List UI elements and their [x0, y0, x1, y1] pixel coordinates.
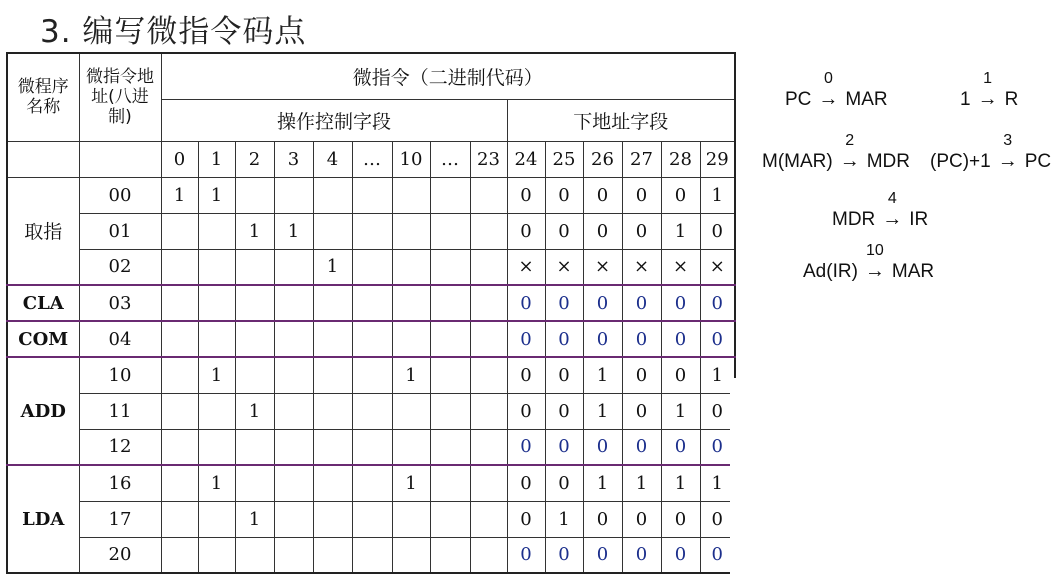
op-bit	[392, 213, 430, 249]
op-bit	[470, 393, 507, 429]
op-bit	[161, 429, 198, 465]
table-row	[7, 501, 735, 537]
op-bit	[198, 501, 235, 537]
op-bit	[274, 285, 313, 321]
op-bit	[470, 357, 507, 393]
op-bit	[352, 465, 392, 501]
next-address-bit: 0	[583, 321, 622, 357]
table-row	[7, 465, 735, 501]
op-bit	[430, 465, 470, 501]
next-address-bit: 0	[583, 429, 622, 465]
next-address-bit: 0	[700, 429, 735, 465]
op-col-1: 1	[198, 141, 235, 177]
next-address-bit: 0	[700, 321, 735, 357]
op-bit: 1	[313, 249, 352, 285]
op-bit	[392, 501, 430, 537]
next-address-bit: 0	[700, 537, 735, 573]
right-bottom-blank	[730, 378, 1054, 587]
op-bit	[470, 537, 507, 573]
program-name: ADD	[7, 357, 79, 465]
next-address-bit: 0	[507, 465, 545, 501]
op-bit	[313, 537, 352, 573]
op-source: Ad(IR)	[803, 261, 858, 282]
op-bit	[430, 429, 470, 465]
control-signal-number: 2	[845, 132, 855, 149]
next-col-1: 25	[545, 141, 583, 177]
next-address-bit: 0	[507, 537, 545, 573]
next-address-bit: 0	[545, 357, 583, 393]
next-address-bit: 1	[583, 393, 622, 429]
op-bit	[313, 213, 352, 249]
next-address-bit: 0	[583, 177, 622, 213]
op-bit	[352, 285, 392, 321]
next-address-bit: 0	[583, 285, 622, 321]
next-address-bit: 1	[700, 465, 735, 501]
op-bit	[352, 393, 392, 429]
micro-address: 01	[79, 213, 161, 249]
control-signal-number: 1	[983, 70, 993, 87]
control-signal-number: 3	[1003, 132, 1013, 149]
op-bit	[392, 177, 430, 213]
next-col-0: 24	[507, 141, 545, 177]
op-target: PC	[1024, 151, 1052, 172]
op-target: R	[1004, 89, 1019, 110]
op-bit	[470, 213, 507, 249]
next-address-bit: ×	[545, 249, 583, 285]
op-bit	[274, 537, 313, 573]
op-bit	[352, 321, 392, 357]
control-signal-number: 10	[866, 242, 884, 259]
table-row	[7, 177, 735, 213]
micro-address: 20	[79, 537, 161, 573]
op-bit	[161, 249, 198, 285]
next-address-bit: 0	[545, 429, 583, 465]
next-address-bit: 0	[545, 285, 583, 321]
op-bit	[161, 285, 198, 321]
op-bit	[352, 429, 392, 465]
op-bit: 1	[235, 393, 274, 429]
program-name: COM	[7, 321, 79, 357]
op-bit	[352, 213, 392, 249]
right-arrow-icon: 0 →	[811, 88, 845, 111]
op-col-8: 23	[470, 141, 507, 177]
op-bit: 1	[235, 213, 274, 249]
next-address-bit: 0	[661, 501, 700, 537]
control-signal-number: 4	[887, 190, 897, 207]
op-bit	[352, 249, 392, 285]
op-bit	[274, 465, 313, 501]
op-col-5: …	[352, 141, 392, 177]
next-address-bit: ×	[622, 249, 661, 285]
op-bit	[313, 357, 352, 393]
next-address-bit: 0	[661, 537, 700, 573]
next-address-bit: ×	[661, 249, 700, 285]
micro-address: 00	[79, 177, 161, 213]
micro-address: 10	[79, 357, 161, 393]
op-bit	[198, 285, 235, 321]
micro-operation	[960, 70, 1019, 111]
right-arrow-icon: 1 →	[971, 88, 1005, 111]
program-name: 取指	[7, 177, 79, 285]
table-row	[7, 357, 735, 393]
next-address-bit: ×	[700, 249, 735, 285]
program-name: CLA	[7, 285, 79, 321]
op-bit: 1	[198, 465, 235, 501]
op-bit	[430, 285, 470, 321]
address-blank	[79, 141, 161, 177]
micro-address: 17	[79, 501, 161, 537]
op-bit	[392, 537, 430, 573]
next-address-bit: 0	[583, 213, 622, 249]
op-col-6: 10	[392, 141, 430, 177]
op-source: M(MAR)	[762, 151, 833, 172]
op-bit: 1	[198, 177, 235, 213]
next-address-bit: 0	[545, 393, 583, 429]
microinstruction-table	[6, 52, 736, 574]
op-source: (PC)+1	[930, 151, 991, 172]
op-source: 1	[960, 89, 971, 110]
next-address-bit: 1	[545, 501, 583, 537]
next-address-bit: 0	[507, 213, 545, 249]
op-bit	[235, 357, 274, 393]
next-address-bit: 0	[622, 321, 661, 357]
op-bit	[274, 177, 313, 213]
op-bit	[198, 429, 235, 465]
next-address-bit: 0	[545, 213, 583, 249]
next-address-bit: 0	[622, 429, 661, 465]
control-signal-number: 0	[823, 70, 833, 87]
op-bit	[161, 321, 198, 357]
table-row	[7, 429, 735, 465]
address-header: 微指令地址(八进制)	[79, 53, 161, 141]
microinstruction-header: 微指令（二进制代码）	[161, 53, 735, 99]
op-bit	[313, 321, 352, 357]
op-bit	[161, 537, 198, 573]
next-address-bit: 0	[622, 501, 661, 537]
op-bit	[392, 321, 430, 357]
next-address-bit: 0	[545, 465, 583, 501]
micro-address: 02	[79, 249, 161, 285]
next-address-bit: 0	[545, 177, 583, 213]
micro-address: 11	[79, 393, 161, 429]
table-row	[7, 537, 735, 573]
next-address-bit: 1	[661, 393, 700, 429]
right-arrow-icon: 2 →	[833, 150, 867, 173]
op-col-7: …	[430, 141, 470, 177]
table-row	[7, 321, 735, 357]
op-source: PC	[785, 89, 812, 110]
op-bit	[161, 465, 198, 501]
op-bit	[470, 501, 507, 537]
op-target: IR	[909, 209, 929, 230]
next-address-bit: 0	[622, 393, 661, 429]
op-source: MDR	[832, 209, 876, 230]
next-address-bit: 0	[507, 357, 545, 393]
op-bit	[274, 429, 313, 465]
op-bit	[392, 429, 430, 465]
micro-operation	[930, 132, 1052, 173]
next-address-bit: 0	[622, 213, 661, 249]
op-bit	[198, 537, 235, 573]
op-col-4: 4	[313, 141, 352, 177]
op-bit	[235, 465, 274, 501]
op-bit	[198, 249, 235, 285]
next-address-bit: 0	[700, 393, 735, 429]
op-target: MAR	[891, 261, 935, 282]
next-address-bit: 1	[661, 213, 700, 249]
op-bit	[430, 177, 470, 213]
next-address-bit: ×	[583, 249, 622, 285]
next-col-2: 26	[583, 141, 622, 177]
next-address-bit: 1	[583, 357, 622, 393]
op-bit	[352, 501, 392, 537]
op-bit	[470, 465, 507, 501]
next-address-bit: 0	[700, 501, 735, 537]
op-bit	[430, 357, 470, 393]
op-bit	[274, 393, 313, 429]
micro-address: 12	[79, 429, 161, 465]
program-name-header: 微程序名称	[7, 53, 79, 141]
micro-address: 16	[79, 465, 161, 501]
next-col-5: 29	[700, 141, 735, 177]
table-row	[7, 285, 735, 321]
next-address-bit: 0	[622, 285, 661, 321]
next-address-bit: 0	[661, 285, 700, 321]
next-address-bit: 0	[507, 501, 545, 537]
op-bit	[313, 177, 352, 213]
op-bit	[198, 213, 235, 249]
op-bit	[274, 321, 313, 357]
op-bit	[430, 501, 470, 537]
table-row	[7, 249, 735, 285]
op-bit	[235, 429, 274, 465]
micro-operation	[832, 190, 929, 231]
op-bit	[235, 249, 274, 285]
op-col-0: 0	[161, 141, 198, 177]
micro-operation	[803, 242, 935, 283]
next-address-bit: 0	[661, 321, 700, 357]
next-address-bit: 0	[700, 213, 735, 249]
next-address-bit: 0	[507, 393, 545, 429]
op-bit	[274, 501, 313, 537]
op-bit	[470, 321, 507, 357]
op-bit	[313, 285, 352, 321]
op-col-2: 2	[235, 141, 274, 177]
op-bit	[352, 177, 392, 213]
op-bit	[430, 393, 470, 429]
op-bit	[392, 285, 430, 321]
op-bit	[430, 321, 470, 357]
op-bit: 1	[198, 357, 235, 393]
next-address-bit: 1	[622, 465, 661, 501]
micro-operation	[785, 70, 888, 111]
op-target: MAR	[845, 89, 888, 110]
next-address-bit: 0	[622, 357, 661, 393]
op-bit	[161, 393, 198, 429]
op-target: MDR	[866, 151, 910, 172]
op-bit	[392, 249, 430, 285]
op-bit	[198, 393, 235, 429]
next-address-bit: 1	[700, 177, 735, 213]
table-row	[7, 393, 735, 429]
next-address-bit: 0	[545, 321, 583, 357]
program-name-blank	[7, 141, 79, 177]
next-field-header: 下地址字段	[507, 99, 735, 141]
op-field-header: 操作控制字段	[161, 99, 507, 141]
op-bit	[430, 537, 470, 573]
op-bit	[313, 393, 352, 429]
next-address-bit: 0	[622, 537, 661, 573]
op-bit	[313, 501, 352, 537]
next-address-bit: 0	[583, 537, 622, 573]
op-bit	[313, 429, 352, 465]
next-address-bit: ×	[507, 249, 545, 285]
op-bit	[198, 321, 235, 357]
op-bit	[274, 249, 313, 285]
op-bit	[352, 357, 392, 393]
op-bit: 1	[235, 501, 274, 537]
micro-address: 04	[79, 321, 161, 357]
next-address-bit: 0	[507, 177, 545, 213]
next-col-4: 28	[661, 141, 700, 177]
table-row	[7, 213, 735, 249]
next-address-bit: 0	[545, 537, 583, 573]
op-bit	[430, 213, 470, 249]
op-bit	[470, 285, 507, 321]
op-bit: 1	[161, 177, 198, 213]
op-bit	[352, 537, 392, 573]
page-title: 3. 编写微指令码点	[40, 14, 307, 50]
op-bit	[430, 249, 470, 285]
next-address-bit: 0	[661, 177, 700, 213]
op-bit	[161, 357, 198, 393]
op-bit	[470, 429, 507, 465]
op-bit	[392, 393, 430, 429]
op-bit	[161, 213, 198, 249]
right-arrow-icon: 4 →	[875, 208, 909, 231]
next-address-bit: 0	[507, 321, 545, 357]
op-col-3: 3	[274, 141, 313, 177]
next-address-bit: 1	[661, 465, 700, 501]
next-address-bit: 0	[661, 429, 700, 465]
right-arrow-icon: 3 →	[991, 150, 1025, 173]
op-bit: 1	[274, 213, 313, 249]
next-address-bit: 1	[583, 465, 622, 501]
op-bit	[235, 285, 274, 321]
op-bit	[470, 249, 507, 285]
op-bit	[274, 357, 313, 393]
next-address-bit: 1	[700, 357, 735, 393]
op-bit	[235, 321, 274, 357]
right-arrow-icon: 10 →	[858, 260, 892, 283]
op-bit	[313, 465, 352, 501]
next-address-bit: 0	[507, 429, 545, 465]
program-name: LDA	[7, 465, 79, 573]
op-bit	[470, 177, 507, 213]
next-address-bit: 0	[622, 177, 661, 213]
next-address-bit: 0	[661, 357, 700, 393]
next-address-bit: 0	[583, 501, 622, 537]
micro-operation	[762, 132, 910, 173]
next-col-3: 27	[622, 141, 661, 177]
next-address-bit: 0	[507, 285, 545, 321]
op-bit	[235, 177, 274, 213]
op-bit	[235, 537, 274, 573]
op-bit: 1	[392, 465, 430, 501]
micro-address: 03	[79, 285, 161, 321]
next-address-bit: 0	[700, 285, 735, 321]
op-bit	[161, 501, 198, 537]
op-bit: 1	[392, 357, 430, 393]
